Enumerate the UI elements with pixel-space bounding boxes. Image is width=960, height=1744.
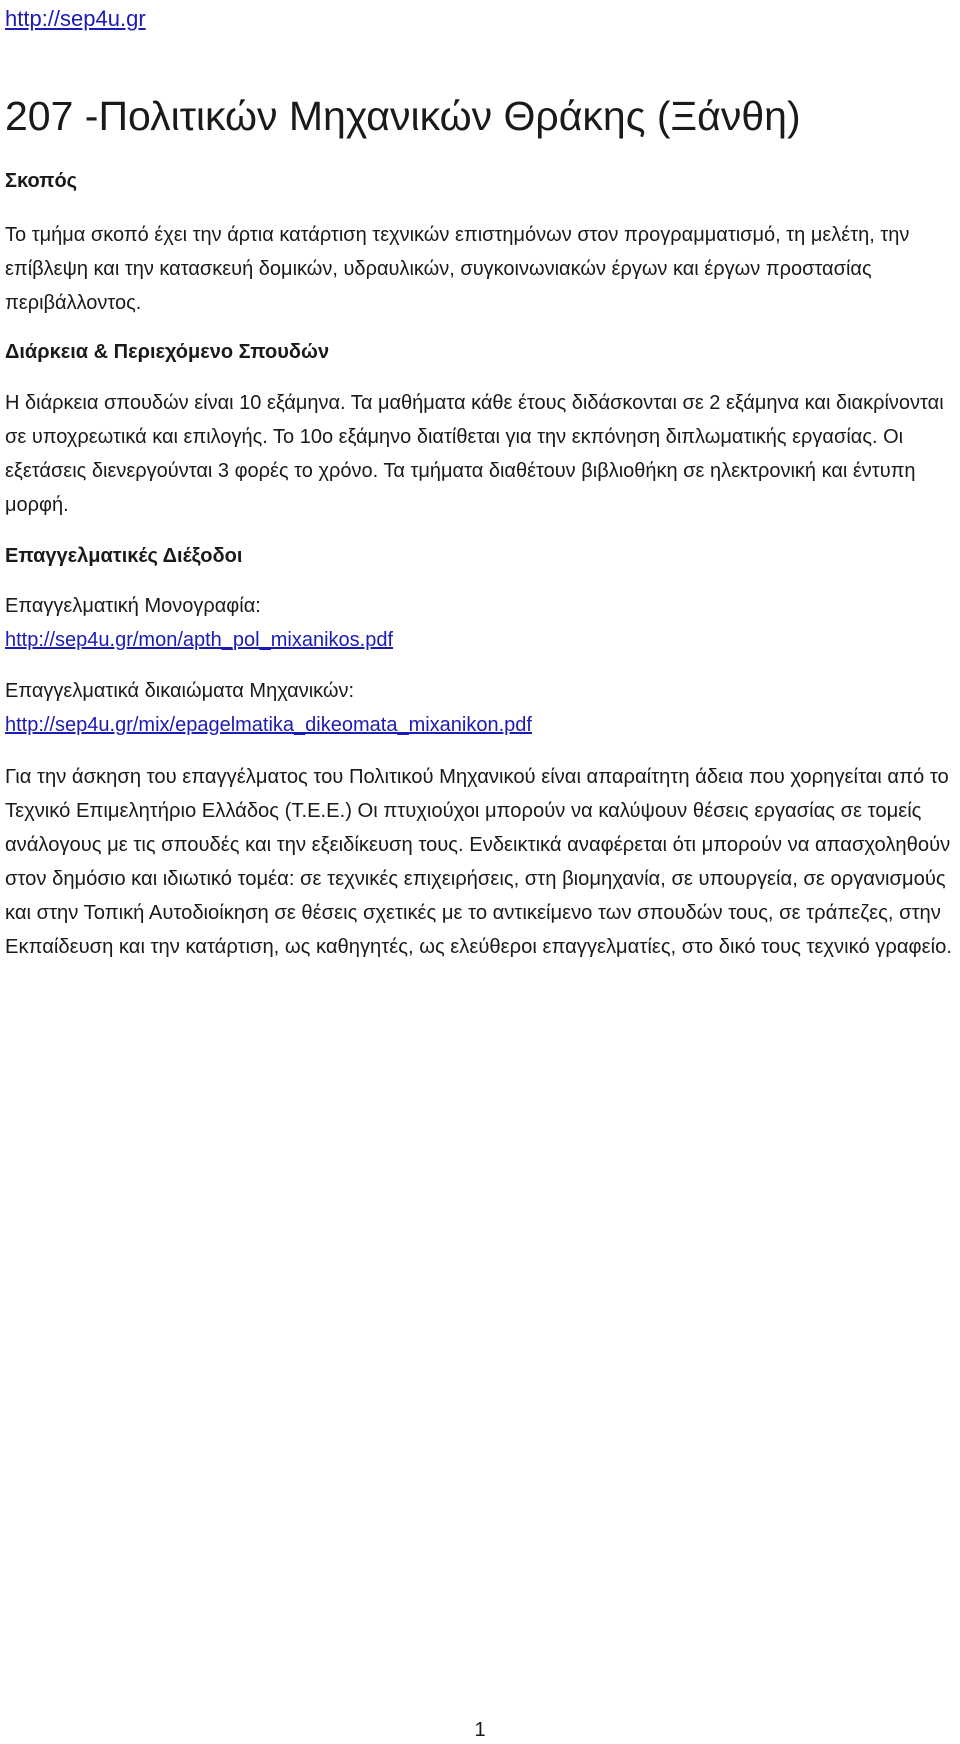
duration-heading: Διάρκεια & Περιεχόμενο Σπουδών [5,341,330,363]
rights-label: Επαγγελματικά δικαιώματα Μηχανικών: [5,680,355,702]
monograph-label: Επαγγελματική Μονογραφία: [5,595,261,617]
monograph-link[interactable]: http://sep4u.gr/mon/apth_pol_mixanikos.pdf [5,629,394,651]
duration-text: Η διάρκεια σπουδών είναι 10 εξάμηνα. Τα μαθήματα κάθε έτους διδάσκονται σε 2 εξάμηνα και διακρίνονται σε υποχρεωτικά και επιλογής. Το 10ο εξάμηνο διατίθεται για την εκπόνηση διπλωματικής εργασίας. Οι εξετάσεις διενεργούνται 3 φορές το χρόνο. Τα τμήματα διαθέτουν βιβλιοθήκη σε ηλεκτρονική και έντυπη μορφή. [5,392,944,516]
monograph-block [5,589,957,657]
page-title: 207 -Πολιτικών Μηχανικών Θράκης (Ξάνθη) [5,93,801,139]
purpose-heading: Σκοπός [5,170,78,192]
purpose-text: Το τμήμα σκοπό έχει την άρτια κατάρτιση τεχνικών επιστημόνων στον προγραμματισμό, τη μελέτη, την επίβλεψη και την κατασκευή δομικών, υδραυλικών, συγκοινωνιακών έργων και έργων προστασίας περιβάλλοντος. [5,224,910,314]
site-link[interactable]: http://sep4u.gr [5,6,146,31]
rights-link[interactable]: http://sep4u.gr/mix/epagelmatika_dikeomata_mixanikon.pdf [5,714,532,736]
rights-block [5,674,957,742]
page-number: 1 [474,1719,486,1741]
careers-text: Για την άσκηση του επαγγέλματος του Πολιτικού Μηχανικού είναι απαραίτητη άδεια που χορηγείται από το Τεχνικό Επιμελητήριο Ελλάδος (Τ.Ε.Ε.) Οι πτυχιούχοι μπορούν να καλύψουν θέσεις εργασίας σε τομείς ανάλογους με τις σπουδές και την εξειδίκευση τους. Ενδεικτικά αναφέρεται ότι μπορούν να απασχοληθούν στον δημόσιο και ιδιωτικό τομέα: σε τεχνικές επιχειρήσεις, στη βιομηχανία, σε υπουργεία, σε οργανισμούς και στην Τοπική Αυτοδιοίκηση σε θέσεις σχετικές με το αντικείμενο των σπουδών τους, σε τράπεζες, στην Εκπαίδευση και την κατάρτιση, ως καθηγητές, ως ελεύθεροι επαγγελματίες, στο δικό τους τεχνικό γραφείο. [5,766,952,958]
careers-heading: Επαγγελματικές Διέξοδοι [5,545,243,567]
